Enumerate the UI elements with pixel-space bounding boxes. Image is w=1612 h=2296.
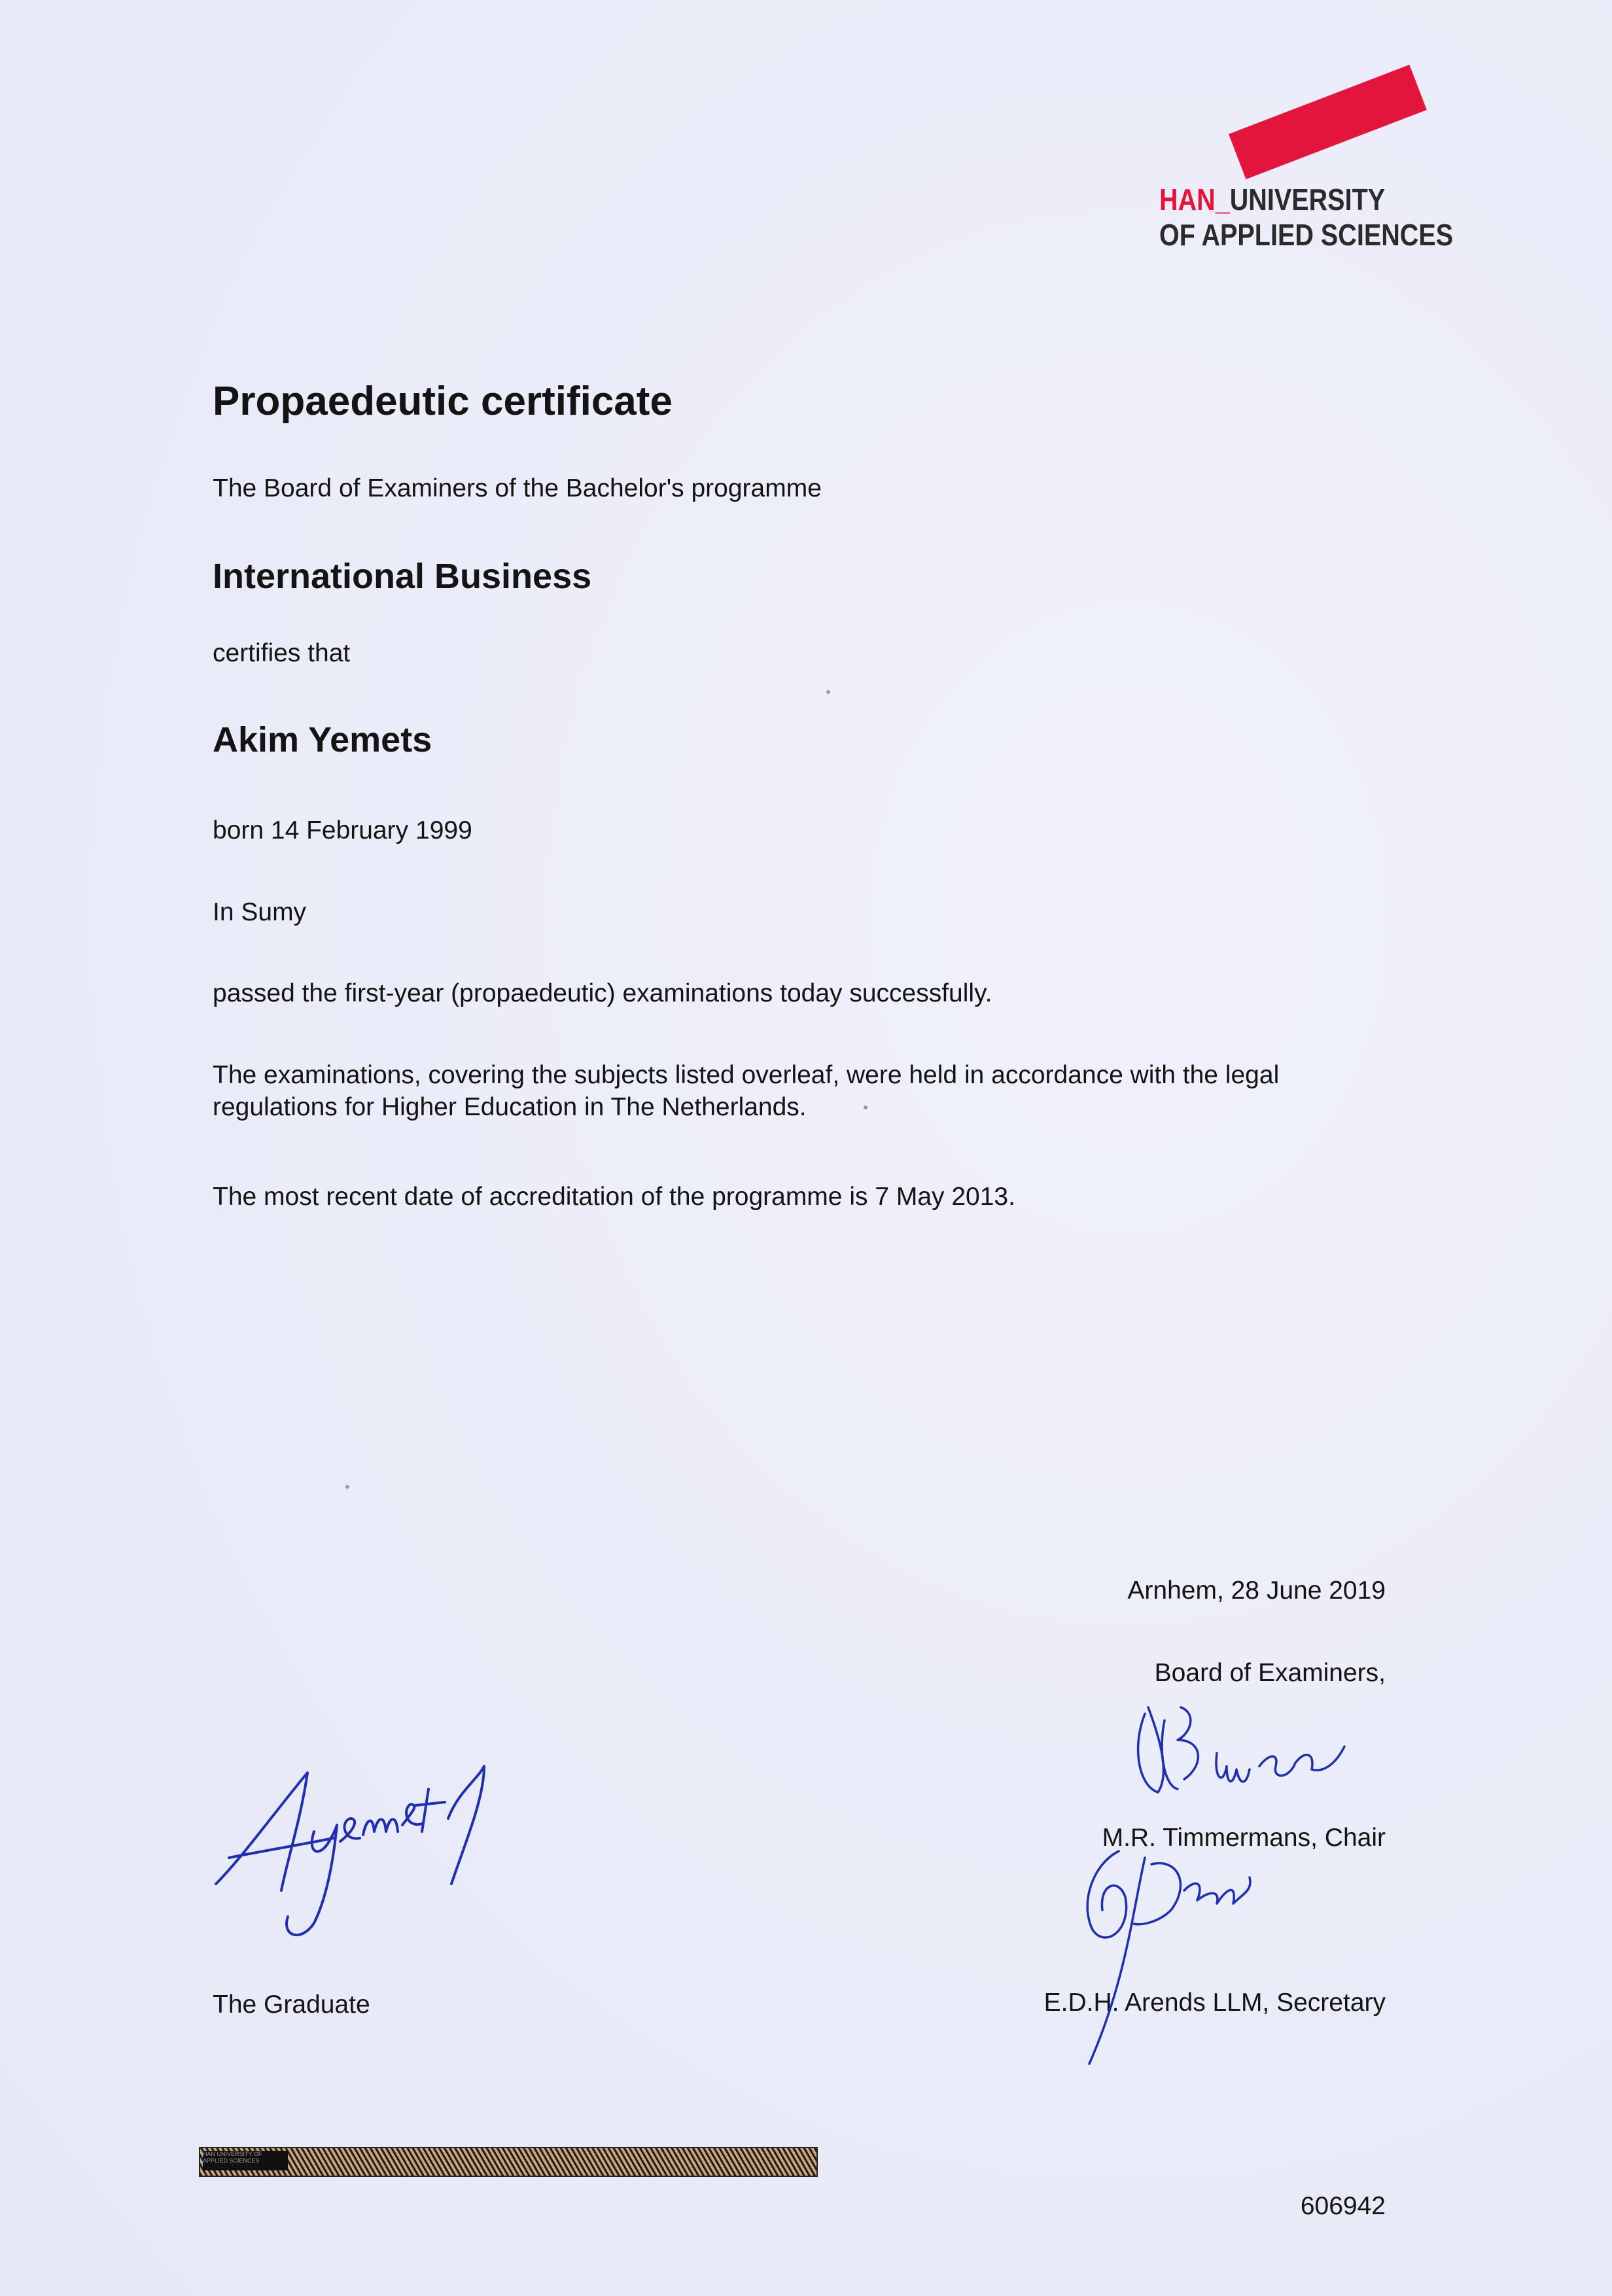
logo-bar xyxy=(1229,65,1427,179)
chair-signature xyxy=(1119,1694,1400,1825)
exam-text-line2: regulations for Higher Education in The Netherlands. xyxy=(213,1093,807,1121)
logo-prefix: HAN_ xyxy=(1159,183,1230,217)
birth-place: In Sumy xyxy=(213,898,307,926)
university-logo xyxy=(1159,182,1453,252)
passed-text: passed the first-year (propaedeutic) examinations today successfully. xyxy=(213,979,992,1007)
intro-text: The Board of Examiners of the Bachelor's programme xyxy=(213,474,822,502)
exam-text-line1: The examinations, covering the subjects listed overleaf, were held in accordance with the legal xyxy=(213,1061,1280,1089)
speck xyxy=(345,1485,349,1489)
secretary-name: E.D.H. Arends LLM, Secretary xyxy=(1043,1989,1386,2017)
speck xyxy=(864,1105,867,1109)
security-barcode xyxy=(199,2147,818,2177)
certifies-text: certifies that xyxy=(213,639,351,667)
graduate-signature xyxy=(203,1727,543,1943)
accreditation-text: The most recent date of accreditation of the programme is 7 May 2013. xyxy=(213,1183,1015,1211)
graduate-name: Akim Yemets xyxy=(213,720,432,759)
barcode-label: HAN UNIVERSITY OF APPLIED SCIENCES xyxy=(203,2151,288,2170)
chair-name: M.R. Timmermans, Chair xyxy=(1102,1824,1386,1852)
birth-date: born 14 February 1999 xyxy=(213,816,472,844)
graduate-label: The Graduate xyxy=(213,1991,370,2019)
logo-line1: UNIVERSITY xyxy=(1229,183,1386,217)
board-label: Board of Examiners, xyxy=(1154,1659,1386,1687)
serial-number: 606942 xyxy=(1300,2192,1386,2220)
certificate-title: Propaedeutic certificate xyxy=(213,379,673,424)
programme-name: International Business xyxy=(213,557,592,596)
place-date: Arnhem, 28 June 2019 xyxy=(1127,1576,1386,1605)
speck xyxy=(826,690,830,694)
logo-line2: OF APPLIED SCIENCES xyxy=(1159,218,1454,252)
secretary-signature xyxy=(1066,1838,1308,2080)
